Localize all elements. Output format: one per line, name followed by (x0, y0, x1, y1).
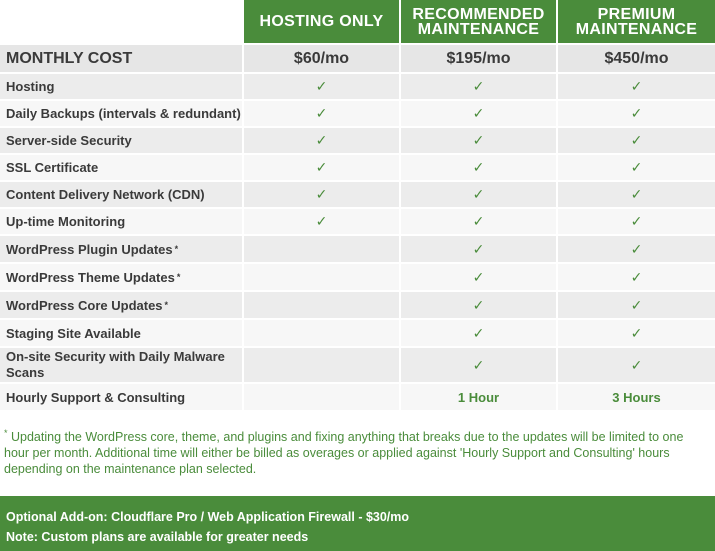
feature-label (0, 320, 244, 348)
feature-label (0, 236, 244, 264)
plan-hosting-only-label: HOSTING ONLY (259, 13, 384, 30)
footnote-mark: * (4, 428, 8, 438)
checkmark-icon: ✓ (558, 320, 715, 348)
cost-hosting-only: $60/mo (244, 45, 401, 74)
addon-banner (0, 496, 715, 551)
header-blank (0, 0, 244, 45)
feature-label (0, 264, 244, 292)
feature-label-text: WordPress Core Updates (6, 297, 163, 313)
checkmark-icon: ✓ (244, 74, 401, 101)
feature-label (0, 74, 244, 101)
checkmark-icon: ✓ (558, 101, 715, 128)
checkmark-icon: ✓ (558, 128, 715, 155)
checkmark-icon: ✓ (401, 128, 558, 155)
footnote-text: Updating the WordPress core, theme, and plugins and fixing anything that breaks due to the updates will be limited to one hour per month. Additional time will either be billed as overages or applied against 'Hourly Support and Consulting' hours depending on the maintenance plan selected. (4, 430, 684, 477)
feature-label-text: Hosting (6, 79, 55, 94)
checkmark-icon: ✓ (558, 348, 715, 384)
feature-label (0, 155, 244, 182)
feature-row (0, 182, 715, 209)
feature-row (0, 384, 715, 412)
checkmark-icon: ✓ (401, 182, 558, 209)
plan-recommended-line1: RECOMMENDED (412, 5, 545, 23)
empty-cell (244, 348, 401, 384)
checkmark-icon: ✓ (558, 182, 715, 209)
checkmark-icon: ✓ (244, 101, 401, 128)
feature-label-text: Staging Site Available (6, 325, 141, 341)
support-hours-value: 3 Hours (558, 384, 715, 412)
empty-cell (244, 384, 401, 412)
checkmark-icon: ✓ (401, 74, 558, 101)
feature-label (0, 384, 244, 412)
cost-premium: $450/mo (558, 45, 715, 74)
feature-label-text: Content Delivery Network (CDN) (6, 187, 205, 202)
checkmark-icon: ✓ (401, 209, 558, 236)
checkmark-icon: ✓ (558, 236, 715, 264)
checkmark-icon: ✓ (558, 209, 715, 236)
feature-row (0, 320, 715, 348)
empty-cell (244, 264, 401, 292)
checkmark-icon: ✓ (401, 264, 558, 292)
checkmark-icon: ✓ (244, 128, 401, 155)
feature-row (0, 264, 715, 292)
cost-recommended: $195/mo (401, 45, 558, 74)
checkmark-icon: ✓ (401, 348, 558, 384)
feature-label (0, 101, 244, 128)
checkmark-icon: ✓ (401, 155, 558, 182)
asterisk-mark: * (174, 244, 179, 254)
empty-cell (244, 236, 401, 264)
monthly-cost-row (0, 45, 715, 74)
checkmark-icon: ✓ (401, 101, 558, 128)
feature-label (0, 128, 244, 155)
feature-row (0, 101, 715, 128)
plan-premium-line2: MAINTENANCE (575, 20, 698, 38)
checkmark-icon: ✓ (558, 155, 715, 182)
plan-hosting-only (244, 0, 401, 45)
asterisk-mark: * (176, 272, 181, 282)
checkmark-icon: ✓ (244, 209, 401, 236)
monthly-cost-label: MONTHLY COST (0, 45, 244, 74)
feature-label (0, 292, 244, 320)
feature-rows (0, 74, 715, 412)
support-hours-value: 1 Hour (401, 384, 558, 412)
plan-recommended (401, 0, 558, 45)
addon-line: Optional Add-on: Cloudflare Pro / Web Application Firewall - $30/mo (6, 510, 410, 524)
feature-label (0, 209, 244, 236)
feature-label-text: Server-side Security (6, 133, 132, 148)
asterisk-mark: * (164, 300, 169, 310)
feature-row (0, 209, 715, 236)
feature-label-text: Daily Backups (intervals & redundant) (6, 106, 241, 121)
plan-premium (558, 0, 715, 45)
checkmark-icon: ✓ (244, 182, 401, 209)
checkmark-icon: ✓ (558, 264, 715, 292)
feature-label-text: Hourly Support & Consulting (6, 389, 186, 405)
feature-label (0, 182, 244, 209)
feature-row (0, 348, 715, 384)
feature-label-text: Up-time Monitoring (6, 214, 126, 229)
checkmark-icon: ✓ (244, 155, 401, 182)
checkmark-icon: ✓ (401, 292, 558, 320)
checkmark-icon: ✓ (558, 292, 715, 320)
empty-cell (244, 292, 401, 320)
header-row (0, 0, 715, 45)
checkmark-icon: ✓ (558, 74, 715, 101)
feature-label (0, 348, 244, 384)
feature-label-text: WordPress Theme Updates (6, 269, 175, 285)
custom-plans-note: Note: Custom plans are available for greater needs (6, 530, 309, 544)
feature-label-text: SSL Certificate (6, 160, 99, 175)
feature-row (0, 236, 715, 264)
feature-row (0, 128, 715, 155)
feature-label-text: On-site Security with Daily Malware Scans (6, 349, 225, 380)
feature-row (0, 155, 715, 182)
feature-label-text: WordPress Plugin Updates (6, 241, 173, 257)
footnote (4, 425, 704, 477)
plan-premium-line1: PREMIUM (597, 5, 676, 23)
checkmark-icon: ✓ (401, 320, 558, 348)
plan-recommended-line2: MAINTENANCE (417, 20, 540, 38)
empty-cell (244, 320, 401, 348)
feature-row (0, 292, 715, 320)
feature-row (0, 74, 715, 101)
checkmark-icon: ✓ (401, 236, 558, 264)
